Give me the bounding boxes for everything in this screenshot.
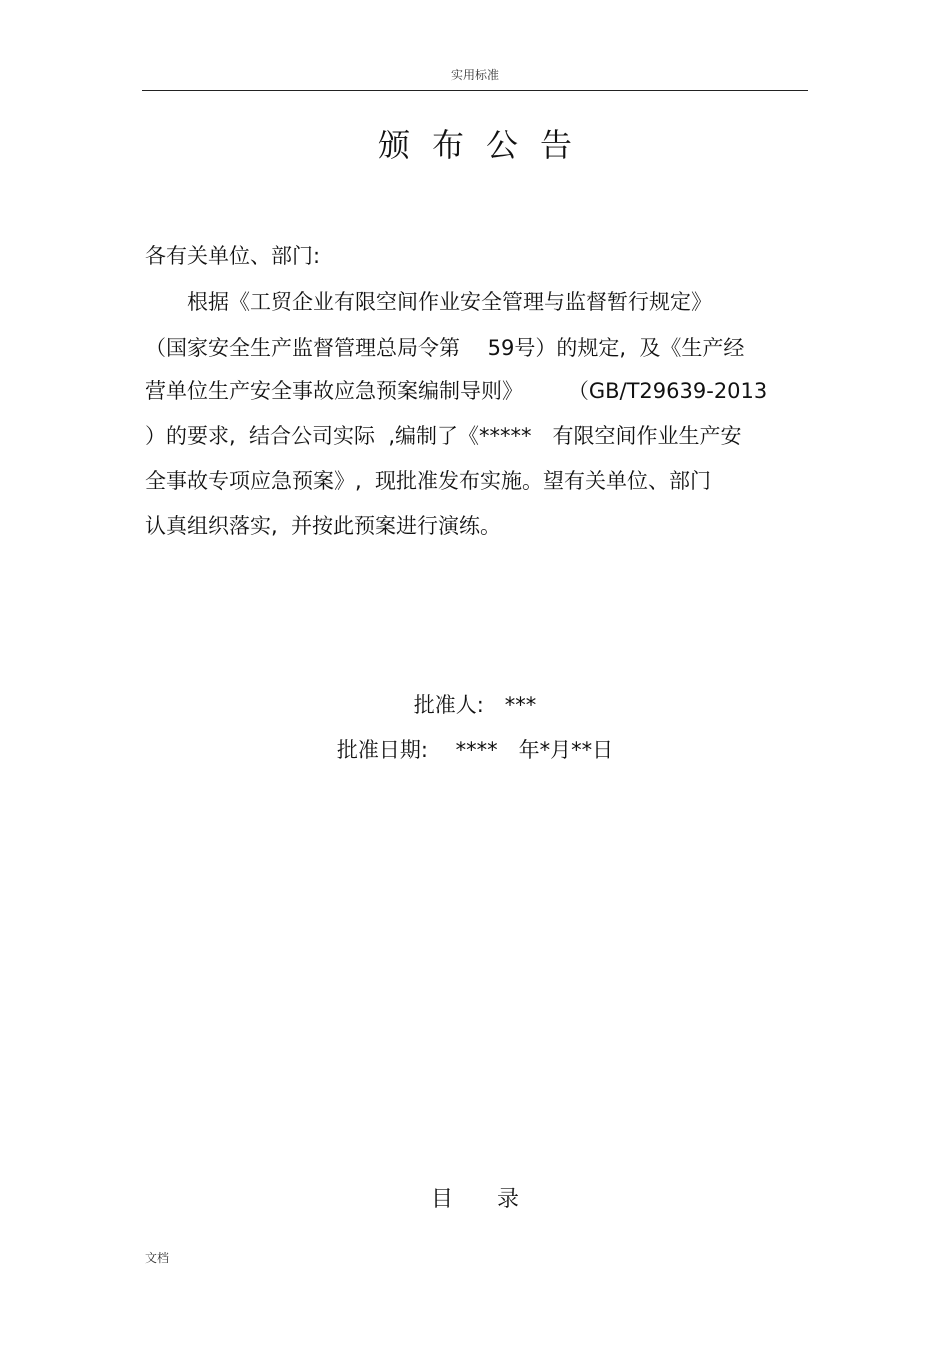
page-footer: 文档 — [145, 1251, 170, 1265]
approver-line: 批准人: *** — [413, 693, 537, 717]
header-divider — [142, 90, 808, 91]
body-line: 全事故专项应急预案》, 现批准发布实施。望有关单位、部门 — [145, 469, 712, 493]
document-title: 颁布公告 — [377, 126, 594, 164]
page-header: 实用标准 — [450, 68, 499, 82]
approval-date-line: 批准日期: **** 年*月**日 — [336, 738, 614, 762]
salutation: 各有关单位、部门: — [145, 244, 321, 268]
body-line: 营单位生产安全事故应急预案编制导则》 （GB/T29639-2013 — [145, 379, 768, 403]
table-of-contents-title: 目 录 — [430, 1187, 519, 1212]
body-line: ）的要求, 结合公司实际 ,编制了《***** 有限空间作业生产安 — [145, 424, 742, 448]
body-line: （国家安全生产监督管理总局令第 59号）的规定, 及《生产经 — [145, 336, 745, 360]
body-line: 根据《工贸企业有限空间作业安全管理与监督暂行规定》 — [145, 290, 712, 314]
body-line: 认真组织落实, 并按此预案进行演练。 — [145, 514, 502, 538]
